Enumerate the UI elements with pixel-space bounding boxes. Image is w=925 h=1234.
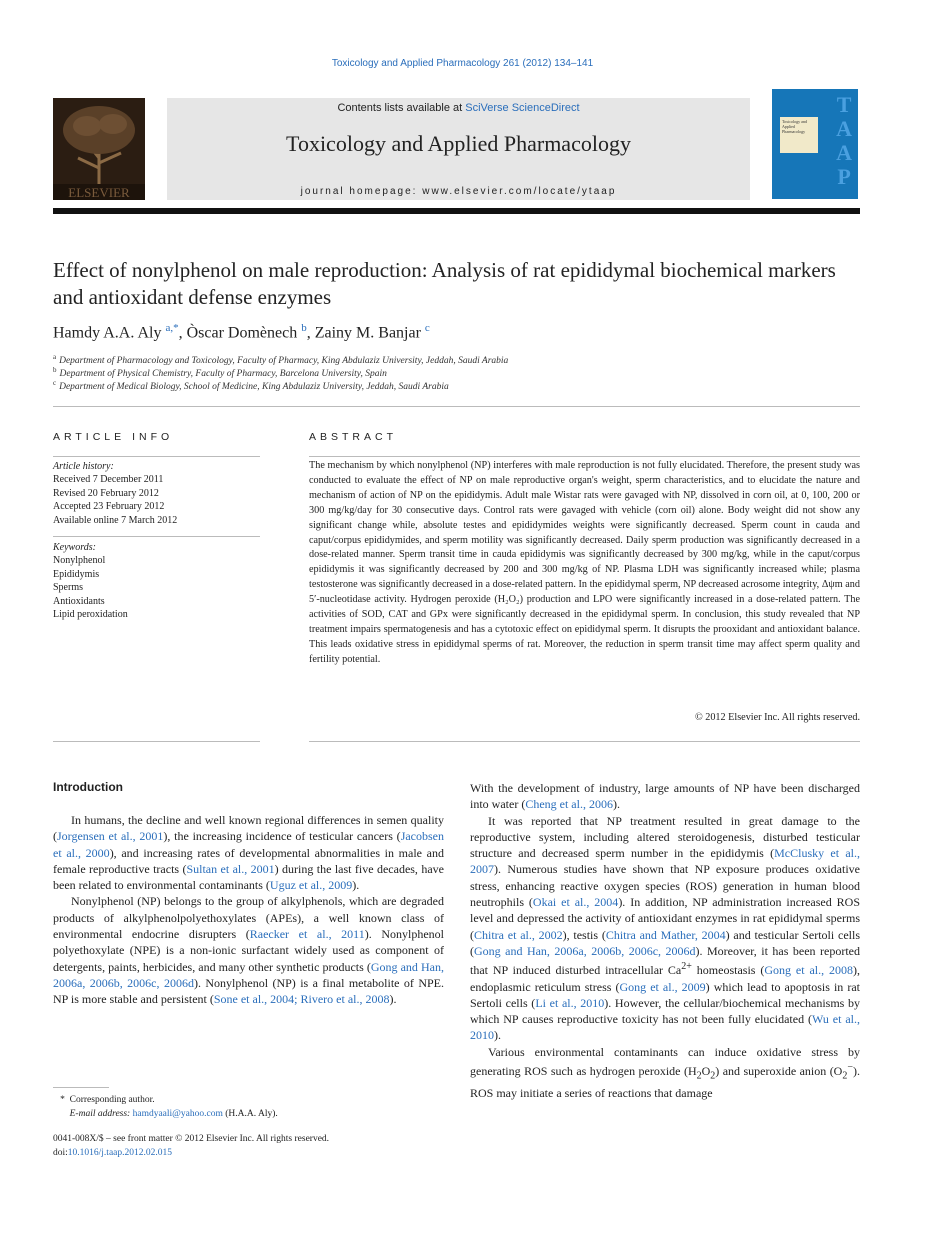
- history-item: Accepted 23 February 2012: [53, 501, 165, 513]
- cover-letters: T A A P: [836, 92, 852, 189]
- keyword: Nonylphenol: [53, 555, 106, 567]
- affiliation: $^c$ Department of Medical Biology, School of Medicine, King Abdulaziz University, Jeddah, Saudi Arabia: [53, 379, 449, 393]
- body-column-left: In humans, the decline and well known regional differences in semen quality (Jorgensen et al., 2001), the increasing incidence of testicular cancers (Jacobsen et al., 2000), and increasing rates of developmental abnormalities in male and female reproductive tracts (Sultan et al., 2001) during the last five decades, have been related to environmental contaminants (Uguz et al., 2009). Nonylphenol (NP) belongs to the group of alkylphenols, which are degraded products of alkylphenolpolyethoxylates (APEs), a well known class of environmental endocrine disrupters (Raecker et al., 2011). Nonylphenol polyethoxylate (NPE) is a non-ionic surfactant widely used as component of detergents, paints, herbicides, and many other synthetic products (Gong and Han, 2006a, 2006b, 2006c, 2006d). Nonylphenol (NP) is a final metabolite of NPE. NP is more stable and persistent (Sone et al., 2004; Rivero et al., 2008).: [53, 813, 445, 1007]
- affiliation: $^a$ Department of Pharmacology and Toxicology, Faculty of Pharmacy, King Abdulaziz University, Jeddah, Saudi Arabia: [53, 353, 509, 367]
- abstract-heading: ABSTRACT: [309, 431, 398, 443]
- keywords: [53, 541, 128, 621]
- history-label: Article history:: [53, 461, 114, 472]
- abstract-copyright: © 2012 Elsevier Inc. All rights reserved.: [694, 712, 860, 723]
- journal-title: Toxicology and Applied Pharmacology: [286, 131, 631, 156]
- article-info-heading: ARTICLE INFO: [53, 431, 174, 443]
- author-affil-mark[interactable]: b: [301, 322, 307, 334]
- abstract-text: The mechanism by which nonylphenol (NP) interferes with male reproduction is not fully elucidated. Therefore, the present study was conducted to evaluate the effect of NP on male reproductive organ's weight, sperm characteristics, and to elucidate the nature and mechanism of action of NP on the epididymis. Adult male Wistar rats were gavaged with NP, dissolved in corn oil, at 0, 100, 200 or 300 mg/kg/day for 30 consecutive days. Control rats were gavaged with vehicle (corn oil) alone. Body weight did not show any significant change while, absolute testes and epididymides weights were significantly decreased. Sperm count in cauda and caput/corpus epididymides, and sperm motility was significantly decreased. Daily sperm production was significantly decreased in a dose-related manner. Sperm transit time in cauda epididymis was significantly decreased by 300 mg/kg, while in the caput/corpus epididymis it was significantly decreased by 200 and 300 mg/kg of NP. Plasma LDH was significantly increased while; plasma testosterone was significantly decreased in a dose-related pattern. In the epididymal sperm, NP decreased acrosome integrity, Δψm and 5′-nucleotidase activity. Hydrogen peroxide (H₂O₂) production and LPO were significantly increased in a dose-related pattern. The activities of SOD, CAT and GPx were significantly decreased in the epididymal sperm. In conclusion, this study revealed that NP treatment impairs spermatogenesis and has a cytotoxic effect on epididymal sperm. It disrupts the prooxidant and antioxidant balance. This leads oxidative stress in epididymal sperms of rat. Moreover, the reduction in sperm transit time may affect sperm quality and fertility potential.: [309, 460, 860, 665]
- keyword: Lipid peroxidation: [53, 609, 128, 621]
- issn-line: 0041-008X/$ – see front matter © 2012 Elsevier Inc. All rights reserved.: [53, 1134, 330, 1144]
- divider: [53, 456, 260, 457]
- footnote-divider: [53, 1087, 109, 1088]
- sciencedirect-link[interactable]: SciVerse ScienceDirect: [465, 102, 580, 114]
- article-title: Effect of nonylphenol on male reproduction: Analysis of rat epididymal biochemical markers and antioxidant defense enzymes: [53, 258, 836, 309]
- author-name: , Òscar Domènech: [178, 324, 302, 342]
- divider: [53, 536, 260, 537]
- body-column-right: With the development of industry, large amounts of NP have been discharged into water (Cheng et al., 2006). It was reported that NP treatment resulted in great damage to the reproductive system, including altered steroidogenesis, disturbed testicular structure and decreased sperm number in the epididymis (McClusky et al., 2007). Numerous studies have shown that NP exposure produces oxidative stress, enhancing reactive oxygen species (ROS) generation in human blood neutrophils (Okai et al., 2004). In addition, NP administration increased ROS level and depressed the activity of antioxidant enzymes in rat epididymal sperms (Chitra et al., 2002), testis (Chitra and Mather, 2004) and testicular Sertoli cells (Gong and Han, 2006a, 2006b, 2006c, 2006d). Moreover, it has been reported that NP induced disturbed intracellular $Ca^{2+}$ homeostasis (Gong et al., 2008), endoplasmic reticulum stress (Gong et al., 2009) which lead to apoptosis in rat Sertoli cells (Li et al., 2010). However, the cellular/biochemical mechanisms by which NP causes reproductive toxicity has not been fully elucidated (Wu et al., 2010). Various environmental contaminants can induce oxidative stress by generating ROS such as hydrogen peroxide $(H_2O_2)$ and superoxide anion $(O_2^-)$. ROS may initiate a series of reactions that damage: [470, 781, 861, 1100]
- publisher-wordmark: ELSEVIER: [68, 185, 130, 200]
- section-heading-introduction: Introduction: [53, 780, 123, 794]
- history-item: Received 7 December 2011: [53, 474, 164, 486]
- journal-cover-image: [772, 89, 858, 199]
- journal-homepage: journal homepage: www.elsevier.com/locate/ytaap: [300, 186, 617, 197]
- divider: [53, 741, 260, 742]
- history-item: Revised 20 February 2012: [53, 487, 159, 499]
- affiliation: $^b$ Department of Physical Chemistry, Faculty of Pharmacy, Barcelona University, Spain: [53, 366, 387, 380]
- contents-line: Contents lists available at SciVerse ScienceDirect: [337, 102, 580, 114]
- keywords-label: Keywords:: [53, 542, 96, 553]
- article-history: [53, 460, 177, 527]
- author-email-link[interactable]: hamdyaali@yahoo.com: [132, 1108, 223, 1119]
- keyword: Sperms: [53, 582, 83, 594]
- corresponding-author-footnote: * Corresponding author. E-mail address: hamdyaali@yahoo.com (H.A.A. Aly).: [53, 1095, 278, 1119]
- elsevier-logo: [53, 98, 145, 200]
- author-affil-mark[interactable]: a,*: [165, 322, 179, 334]
- author-name: , Zainy M. Banjar: [306, 324, 425, 342]
- journal-reference[interactable]: Toxicology and Applied Pharmacology 261 (2012) 134–141: [331, 58, 594, 69]
- homepage-url[interactable]: www.elsevier.com/locate/ytaap: [422, 186, 617, 197]
- doi-link[interactable]: 10.1016/j.taap.2012.02.015: [67, 1147, 173, 1158]
- author-list: [53, 322, 430, 342]
- header-divider: [53, 208, 860, 214]
- divider: [53, 406, 860, 407]
- divider: [309, 456, 860, 457]
- history-item: Available online 7 March 2012: [53, 514, 178, 526]
- keyword: Antioxidants: [53, 595, 105, 607]
- author-name: Hamdy A.A. Aly: [53, 324, 166, 342]
- page-footer: 0041-008X/$ – see front matter © 2012 Elsevier Inc. All rights reserved. doi:10.1016/j.taap.2012.02.015: [53, 1134, 330, 1158]
- divider: [309, 741, 860, 742]
- cover-title: Toxicology and Applied Pharmacology: [780, 117, 818, 153]
- author-affil-mark[interactable]: c: [424, 322, 430, 334]
- journal-header-box: [167, 98, 750, 200]
- keyword: Epididymis: [53, 568, 100, 580]
